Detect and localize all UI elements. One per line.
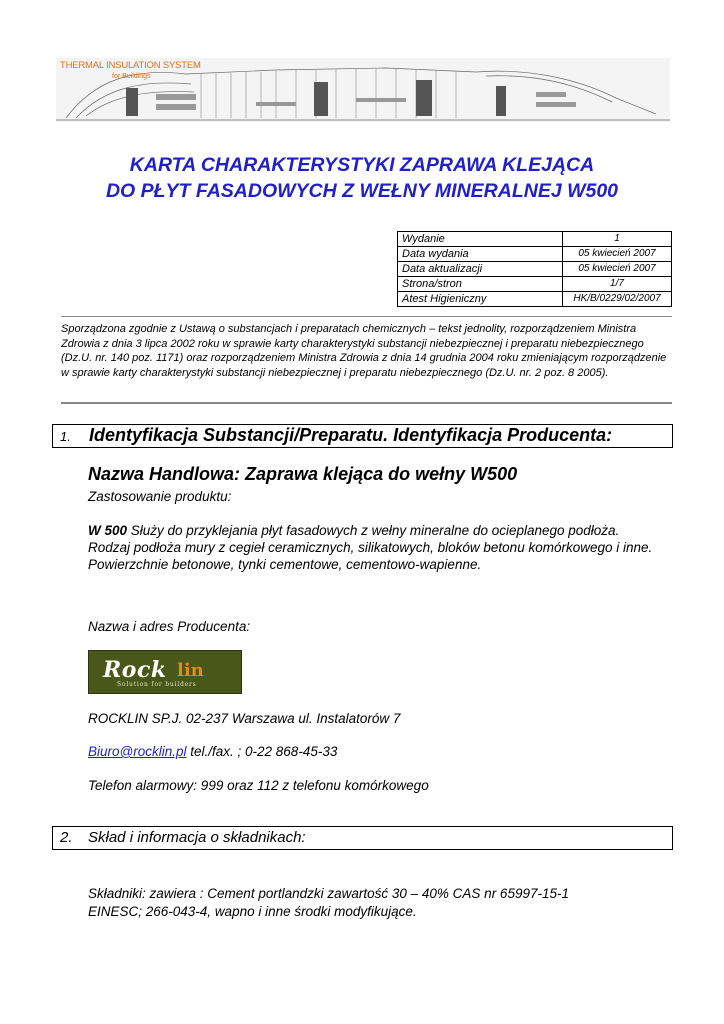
phone-text: tel./fax. ; 0-22 868-45-33 (186, 744, 338, 759)
meta-value: HK/B/0229/02/2007 (563, 292, 672, 307)
emergency-phone: Telefon alarmowy: 999 oraz 112 z telefonu komórkowego (88, 778, 429, 793)
table-row (398, 247, 672, 262)
meta-label: Atest Higieniczny (398, 292, 563, 307)
section-2-header (52, 826, 673, 850)
producer-address: ROCKLIN SP.J. 02-237 Warszawa ul. Instalatorów 7 (88, 711, 401, 726)
meta-label: Data wydania (398, 247, 563, 262)
section-heading: Skład i informacja o składnikach: (88, 829, 306, 846)
logo-word-lin: lin (177, 660, 204, 681)
document-title-line2: DO PŁYT FASADOWYCH Z WEŁNY MINERALNEJ W500 (105, 180, 619, 202)
usage-description (88, 522, 663, 573)
components-line-2: EINESC; 266-043-4, wapno i inne środki modyfikujące. (88, 904, 417, 919)
section-heading: Identyfikacja Substancji/Preparatu. Identyfikacja Producenta: (89, 425, 613, 445)
divider (61, 402, 672, 404)
meta-value: 05 kwiecień 2007 (563, 262, 672, 277)
meta-label: Strona/stron (398, 277, 563, 292)
table-row (398, 292, 672, 307)
meta-label: Wydanie (398, 232, 563, 247)
section-number: 2. (60, 829, 73, 846)
section-number: 1. (60, 429, 71, 444)
meta-value: 1/7 (563, 277, 672, 292)
contact-line (88, 743, 337, 760)
table-row (398, 277, 672, 292)
meta-value: 05 kwiecień 2007 (563, 247, 672, 262)
product-code: W 500 (88, 523, 128, 538)
meta-label: Data aktualizacji (398, 262, 563, 277)
components-line-1: Składniki: zawiera : Cement portlandzki zawartość 30 – 40% CAS nr 65997-15-1 (88, 886, 569, 901)
meta-value: 1 (563, 232, 672, 247)
legal-note: Sporządzona zgodnie z Ustawą o substancjach i preparatach chemicznych – tekst jednolity, rozporządzeniem Ministra Zdrowia z dnia 3 lipca 2002 roku w sprawie karty charakterystyki substancji niebezpiecznej i preparatu niebezpiecznego (Dz.U. nr. 140 poz. 1171) oraz rozporządzeniem Ministra Zdrowia z dnia 14 grudnia 2004 roku zmieniającym rozporządzenie w sprawie karty charakterystyki substancji niebezpiecznej i preparatu niebezpiecznego (Dz.U. nr. 2 poz. 8 2005). (61, 323, 667, 379)
table-row (398, 262, 672, 277)
usage-label: Zastosowanie produktu: (88, 489, 232, 504)
rocklin-logo (88, 650, 242, 694)
table-row (398, 232, 672, 247)
logo-tagline: Solution for builders (117, 681, 197, 688)
divider (61, 316, 672, 317)
brand-title: THERMAL INSULATION SYSTEM (60, 60, 201, 71)
usage-text: Służy do przyklejania płyt fasadowych z wełny mineralne do ocieplanego podłoża. Rodzaj podłoża mury z cegieł ceramicznych, silikatowych, bloków betonu komórkowego i inne. Powierzchnie betonowe, tynki cementowe, cementowo-wapienne. (88, 523, 653, 572)
email-link[interactable]: Biuro@rocklin.pl (88, 744, 187, 759)
document-title-line1: KARTA CHARAKTERYSTYKI ZAPRAWA KLEJĄCA (129, 154, 595, 176)
trade-name: Nazwa Handlowa: Zaprawa klejąca do wełny W500 (88, 464, 518, 484)
document-meta-table (397, 231, 672, 307)
brand-subtitle: for Buildings (112, 73, 151, 80)
logo-word-rock: Rock (103, 657, 167, 683)
producer-label: Nazwa i adres Producenta: (88, 619, 251, 634)
section-1-header (52, 424, 673, 448)
